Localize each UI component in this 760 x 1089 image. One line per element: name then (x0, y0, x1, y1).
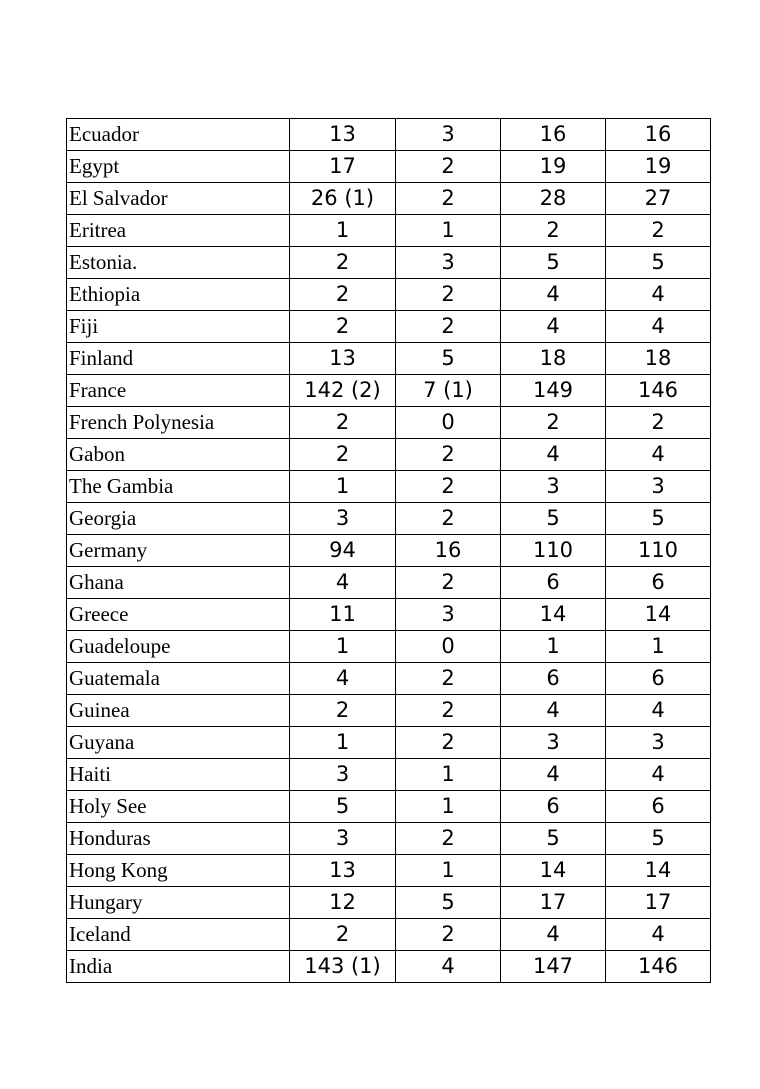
value-cell-4: 19 (606, 151, 711, 183)
value-cell-1: 2 (290, 407, 396, 439)
value-cell-4: 27 (606, 183, 711, 215)
value-cell-4: 2 (606, 215, 711, 247)
value-cell-4: 6 (606, 663, 711, 695)
country-name-cell: Ethiopia (67, 279, 290, 311)
value-cell-3: 4 (501, 695, 606, 727)
value-cell-2: 2 (396, 567, 501, 599)
value-cell-1: 2 (290, 695, 396, 727)
value-cell-3: 5 (501, 823, 606, 855)
value-cell-3: 5 (501, 247, 606, 279)
table-row (67, 887, 711, 919)
table-row (67, 311, 711, 343)
table-row (67, 759, 711, 791)
value-cell-1: 2 (290, 279, 396, 311)
value-cell-3: 110 (501, 535, 606, 567)
country-name-cell: Ecuador (67, 119, 290, 151)
country-name-cell: Guinea (67, 695, 290, 727)
value-cell-2: 2 (396, 919, 501, 951)
value-cell-1: 4 (290, 663, 396, 695)
value-cell-3: 147 (501, 951, 606, 983)
value-cell-3: 4 (501, 279, 606, 311)
country-name-cell: Hong Kong (67, 855, 290, 887)
value-cell-3: 4 (501, 439, 606, 471)
value-cell-4: 5 (606, 503, 711, 535)
value-cell-4: 3 (606, 727, 711, 759)
country-name-cell: Finland (67, 343, 290, 375)
value-cell-2: 16 (396, 535, 501, 567)
value-cell-3: 6 (501, 791, 606, 823)
value-cell-1: 1 (290, 215, 396, 247)
country-name-cell: France (67, 375, 290, 407)
value-cell-3: 6 (501, 663, 606, 695)
value-cell-2: 2 (396, 823, 501, 855)
value-cell-4: 1 (606, 631, 711, 663)
value-cell-2: 2 (396, 663, 501, 695)
value-cell-1: 26 (1) (290, 183, 396, 215)
country-table-container (66, 118, 711, 983)
table-row (67, 471, 711, 503)
table-row (67, 631, 711, 663)
value-cell-2: 2 (396, 151, 501, 183)
value-cell-3: 16 (501, 119, 606, 151)
value-cell-2: 7 (1) (396, 375, 501, 407)
value-cell-2: 3 (396, 119, 501, 151)
country-name-cell: Georgia (67, 503, 290, 535)
value-cell-4: 4 (606, 919, 711, 951)
value-cell-1: 2 (290, 311, 396, 343)
value-cell-4: 4 (606, 439, 711, 471)
value-cell-4: 14 (606, 855, 711, 887)
value-cell-1: 94 (290, 535, 396, 567)
value-cell-3: 1 (501, 631, 606, 663)
value-cell-4: 5 (606, 247, 711, 279)
value-cell-2: 2 (396, 695, 501, 727)
table-row (67, 599, 711, 631)
value-cell-1: 2 (290, 247, 396, 279)
table-row (67, 791, 711, 823)
table-row (67, 151, 711, 183)
value-cell-3: 14 (501, 855, 606, 887)
country-name-cell: El Salvador (67, 183, 290, 215)
country-name-cell: Guatemala (67, 663, 290, 695)
table-row (67, 951, 711, 983)
value-cell-2: 2 (396, 471, 501, 503)
value-cell-4: 18 (606, 343, 711, 375)
value-cell-4: 4 (606, 311, 711, 343)
country-name-cell: Haiti (67, 759, 290, 791)
value-cell-3: 2 (501, 215, 606, 247)
country-name-cell: India (67, 951, 290, 983)
value-cell-3: 14 (501, 599, 606, 631)
value-cell-3: 3 (501, 471, 606, 503)
value-cell-1: 2 (290, 439, 396, 471)
value-cell-4: 17 (606, 887, 711, 919)
country-name-cell: Iceland (67, 919, 290, 951)
value-cell-4: 14 (606, 599, 711, 631)
value-cell-2: 2 (396, 311, 501, 343)
value-cell-1: 13 (290, 119, 396, 151)
value-cell-4: 146 (606, 375, 711, 407)
table-row (67, 439, 711, 471)
value-cell-3: 6 (501, 567, 606, 599)
value-cell-3: 149 (501, 375, 606, 407)
country-name-cell: Gabon (67, 439, 290, 471)
value-cell-2: 2 (396, 183, 501, 215)
table-row (67, 343, 711, 375)
value-cell-2: 4 (396, 951, 501, 983)
table-row (67, 727, 711, 759)
value-cell-2: 0 (396, 631, 501, 663)
value-cell-1: 1 (290, 471, 396, 503)
value-cell-3: 4 (501, 311, 606, 343)
country-name-cell: Germany (67, 535, 290, 567)
table-row (67, 567, 711, 599)
value-cell-4: 146 (606, 951, 711, 983)
value-cell-2: 5 (396, 343, 501, 375)
value-cell-2: 2 (396, 503, 501, 535)
country-name-cell: Honduras (67, 823, 290, 855)
table-row (67, 663, 711, 695)
value-cell-4: 6 (606, 791, 711, 823)
value-cell-2: 5 (396, 887, 501, 919)
country-name-cell: Fiji (67, 311, 290, 343)
value-cell-1: 2 (290, 919, 396, 951)
value-cell-2: 1 (396, 855, 501, 887)
value-cell-2: 2 (396, 279, 501, 311)
table-row (67, 183, 711, 215)
country-name-cell: Guadeloupe (67, 631, 290, 663)
value-cell-4: 3 (606, 471, 711, 503)
value-cell-1: 1 (290, 727, 396, 759)
value-cell-1: 13 (290, 343, 396, 375)
value-cell-4: 2 (606, 407, 711, 439)
value-cell-3: 18 (501, 343, 606, 375)
value-cell-4: 4 (606, 695, 711, 727)
table-row (67, 119, 711, 151)
value-cell-3: 28 (501, 183, 606, 215)
table-body (67, 119, 711, 983)
value-cell-3: 17 (501, 887, 606, 919)
table-row (67, 375, 711, 407)
table-row (67, 279, 711, 311)
table-row (67, 247, 711, 279)
value-cell-3: 4 (501, 919, 606, 951)
value-cell-4: 110 (606, 535, 711, 567)
country-name-cell: French Polynesia (67, 407, 290, 439)
value-cell-2: 0 (396, 407, 501, 439)
value-cell-1: 13 (290, 855, 396, 887)
value-cell-2: 1 (396, 791, 501, 823)
table-row (67, 823, 711, 855)
table-row (67, 407, 711, 439)
table-row (67, 535, 711, 567)
value-cell-3: 19 (501, 151, 606, 183)
value-cell-4: 6 (606, 567, 711, 599)
country-name-cell: Egypt (67, 151, 290, 183)
value-cell-3: 4 (501, 759, 606, 791)
value-cell-1: 143 (1) (290, 951, 396, 983)
value-cell-3: 2 (501, 407, 606, 439)
country-name-cell: Eritrea (67, 215, 290, 247)
value-cell-1: 12 (290, 887, 396, 919)
table-row (67, 695, 711, 727)
value-cell-4: 4 (606, 759, 711, 791)
country-name-cell: Greece (67, 599, 290, 631)
value-cell-4: 5 (606, 823, 711, 855)
value-cell-2: 2 (396, 727, 501, 759)
value-cell-2: 3 (396, 247, 501, 279)
value-cell-1: 1 (290, 631, 396, 663)
table-row (67, 503, 711, 535)
value-cell-1: 3 (290, 503, 396, 535)
value-cell-4: 4 (606, 279, 711, 311)
value-cell-1: 5 (290, 791, 396, 823)
value-cell-1: 17 (290, 151, 396, 183)
country-name-cell: Hungary (67, 887, 290, 919)
country-name-cell: Estonia. (67, 247, 290, 279)
table-row (67, 919, 711, 951)
value-cell-1: 142 (2) (290, 375, 396, 407)
table-row (67, 855, 711, 887)
country-name-cell: The Gambia (67, 471, 290, 503)
value-cell-3: 5 (501, 503, 606, 535)
country-table (66, 118, 711, 983)
value-cell-2: 2 (396, 439, 501, 471)
country-name-cell: Ghana (67, 567, 290, 599)
country-name-cell: Holy See (67, 791, 290, 823)
country-name-cell: Guyana (67, 727, 290, 759)
value-cell-2: 1 (396, 759, 501, 791)
value-cell-1: 11 (290, 599, 396, 631)
value-cell-2: 1 (396, 215, 501, 247)
value-cell-1: 4 (290, 567, 396, 599)
value-cell-1: 3 (290, 759, 396, 791)
value-cell-1: 3 (290, 823, 396, 855)
value-cell-2: 3 (396, 599, 501, 631)
table-row (67, 215, 711, 247)
value-cell-4: 16 (606, 119, 711, 151)
value-cell-3: 3 (501, 727, 606, 759)
